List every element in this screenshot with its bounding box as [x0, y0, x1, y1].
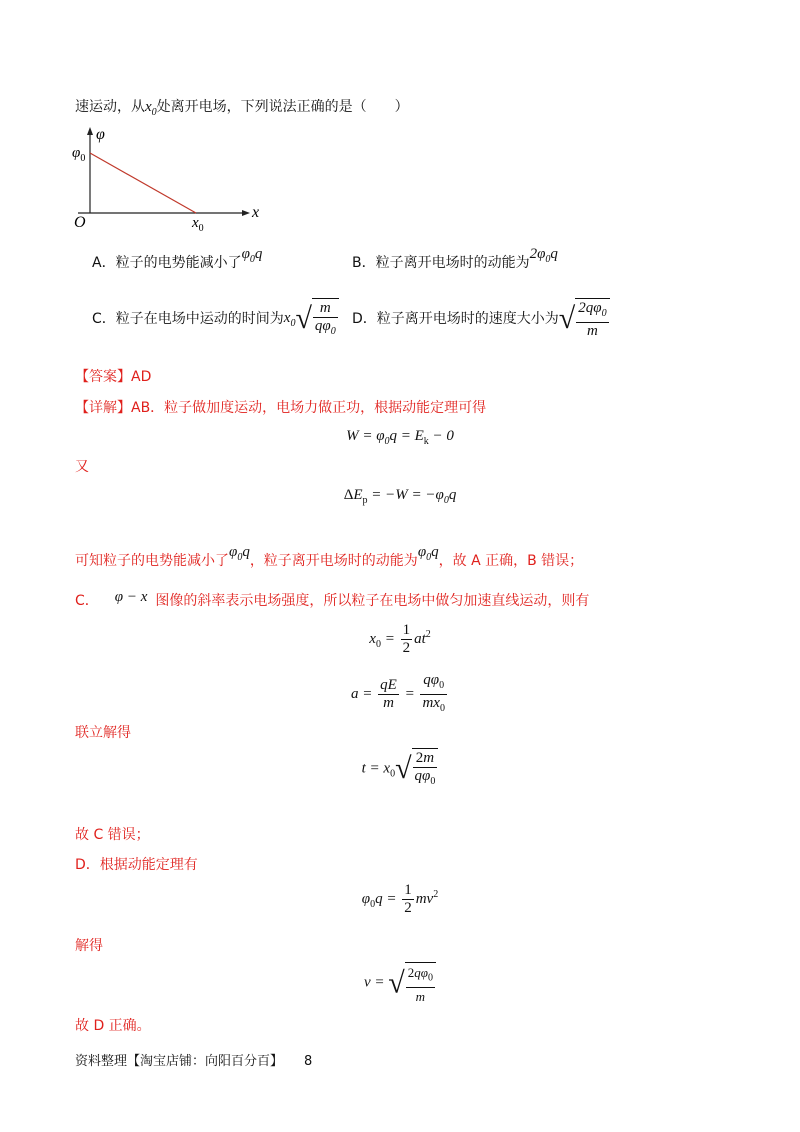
known-math-2: $\varphi_0q$ — [417, 544, 439, 563]
x-axis-arrow — [242, 210, 250, 216]
equation-energy: $\varphi_0q$ = $\frac{1}{2}$ $mv^2$ — [361, 882, 439, 916]
question-intro — [75, 97, 409, 123]
x-axis-label: x — [252, 204, 260, 221]
option-b[interactable] — [352, 246, 558, 279]
option-b-math: $2\varphi_0q$ — [529, 246, 558, 265]
equation-work: $W = \varphi_0q = E_k - 0$ — [346, 428, 454, 447]
d-part: D．根据动能定理有 — [75, 857, 198, 873]
known-line — [75, 544, 584, 577]
option-d-label: D．粒子离开电场时的速度大小为 — [352, 311, 559, 327]
c-part-text: 图像的斜率表示电场强度，所以粒子在电场中做匀加速直线运动，则有 — [155, 593, 590, 609]
intro-var: $x_0$ — [145, 99, 157, 118]
simult-text: 联立解得 — [75, 725, 131, 741]
again-text: 又 — [75, 459, 89, 475]
equation-a: a = $\frac{qE}{m}$ = $\frac{q\varphi_0}{mx_0}$ — [351, 672, 445, 714]
c-wrong: 故 C 错误； — [75, 827, 150, 843]
x0-label: $x_0$ — [192, 215, 204, 234]
option-c-label: C．粒子在电场中运动的时间为 — [92, 311, 284, 327]
d-right: 故 D 正确。 — [75, 1018, 151, 1034]
option-d[interactable] — [352, 298, 610, 340]
known-a: 可知粒子的电势能减小了 — [75, 553, 229, 569]
option-c-math: $x_0√$ $\frac{m}{q\varphi_0}$ — [284, 310, 339, 326]
y-axis-arrow — [87, 127, 93, 135]
option-c[interactable] — [92, 298, 339, 340]
intro-prefix: 速运动，从 — [75, 99, 145, 115]
y-axis-label: φ — [96, 126, 105, 143]
option-b-label: B．粒子离开电场时的动能为 — [352, 255, 530, 271]
equation-v: v = √ $\frac{2q\varphi_0}{m}$ — [0, 962, 800, 1005]
known-math-1: $\varphi_0q$ — [229, 544, 250, 563]
footer-source: 资料整理【淘宝店铺：向阳百分百】 — [75, 1054, 284, 1069]
option-a-math: $\varphi_0q$ — [241, 246, 263, 265]
intro-suffix: 处离开电场，下列说法正确的是（ ） — [156, 99, 409, 115]
phi-x-graph — [72, 125, 272, 235]
c-part-line — [75, 591, 589, 611]
option-a[interactable] — [92, 246, 263, 279]
phi-line — [90, 153, 196, 213]
c-part-math: φ − x — [114, 589, 148, 605]
origin-label: O — [74, 214, 86, 231]
detail-ab: 【详解】AB．粒子做加度运动，电场力做正功，根据动能定理可得 — [75, 400, 487, 416]
footer-page-number: 8 — [304, 1054, 313, 1069]
c-part-label: C． — [75, 593, 99, 609]
answer: 【答案】AD — [75, 369, 152, 385]
equation-t: $t = x_0√$ $\frac{2m}{q\varphi_0}$ — [0, 748, 800, 790]
known-c: ，故 A 正确，B 错误； — [438, 553, 584, 569]
phi0-label: $\varphi_0$ — [72, 145, 86, 164]
option-a-label: A．粒子的电势能减小了 — [92, 255, 242, 271]
equation-potential-energy: $\Delta E_p = -W = -\varphi_0q$ — [343, 487, 457, 506]
option-d-math: √ $\frac{2q\varphi_0}{m}$ — [559, 310, 610, 326]
equation-x0: $x_0$ = $\frac{1}{2}$ $at^2$ — [369, 622, 431, 656]
solve-text: 解得 — [75, 938, 103, 954]
known-b: ，粒子离开电场时的动能为 — [249, 553, 418, 569]
